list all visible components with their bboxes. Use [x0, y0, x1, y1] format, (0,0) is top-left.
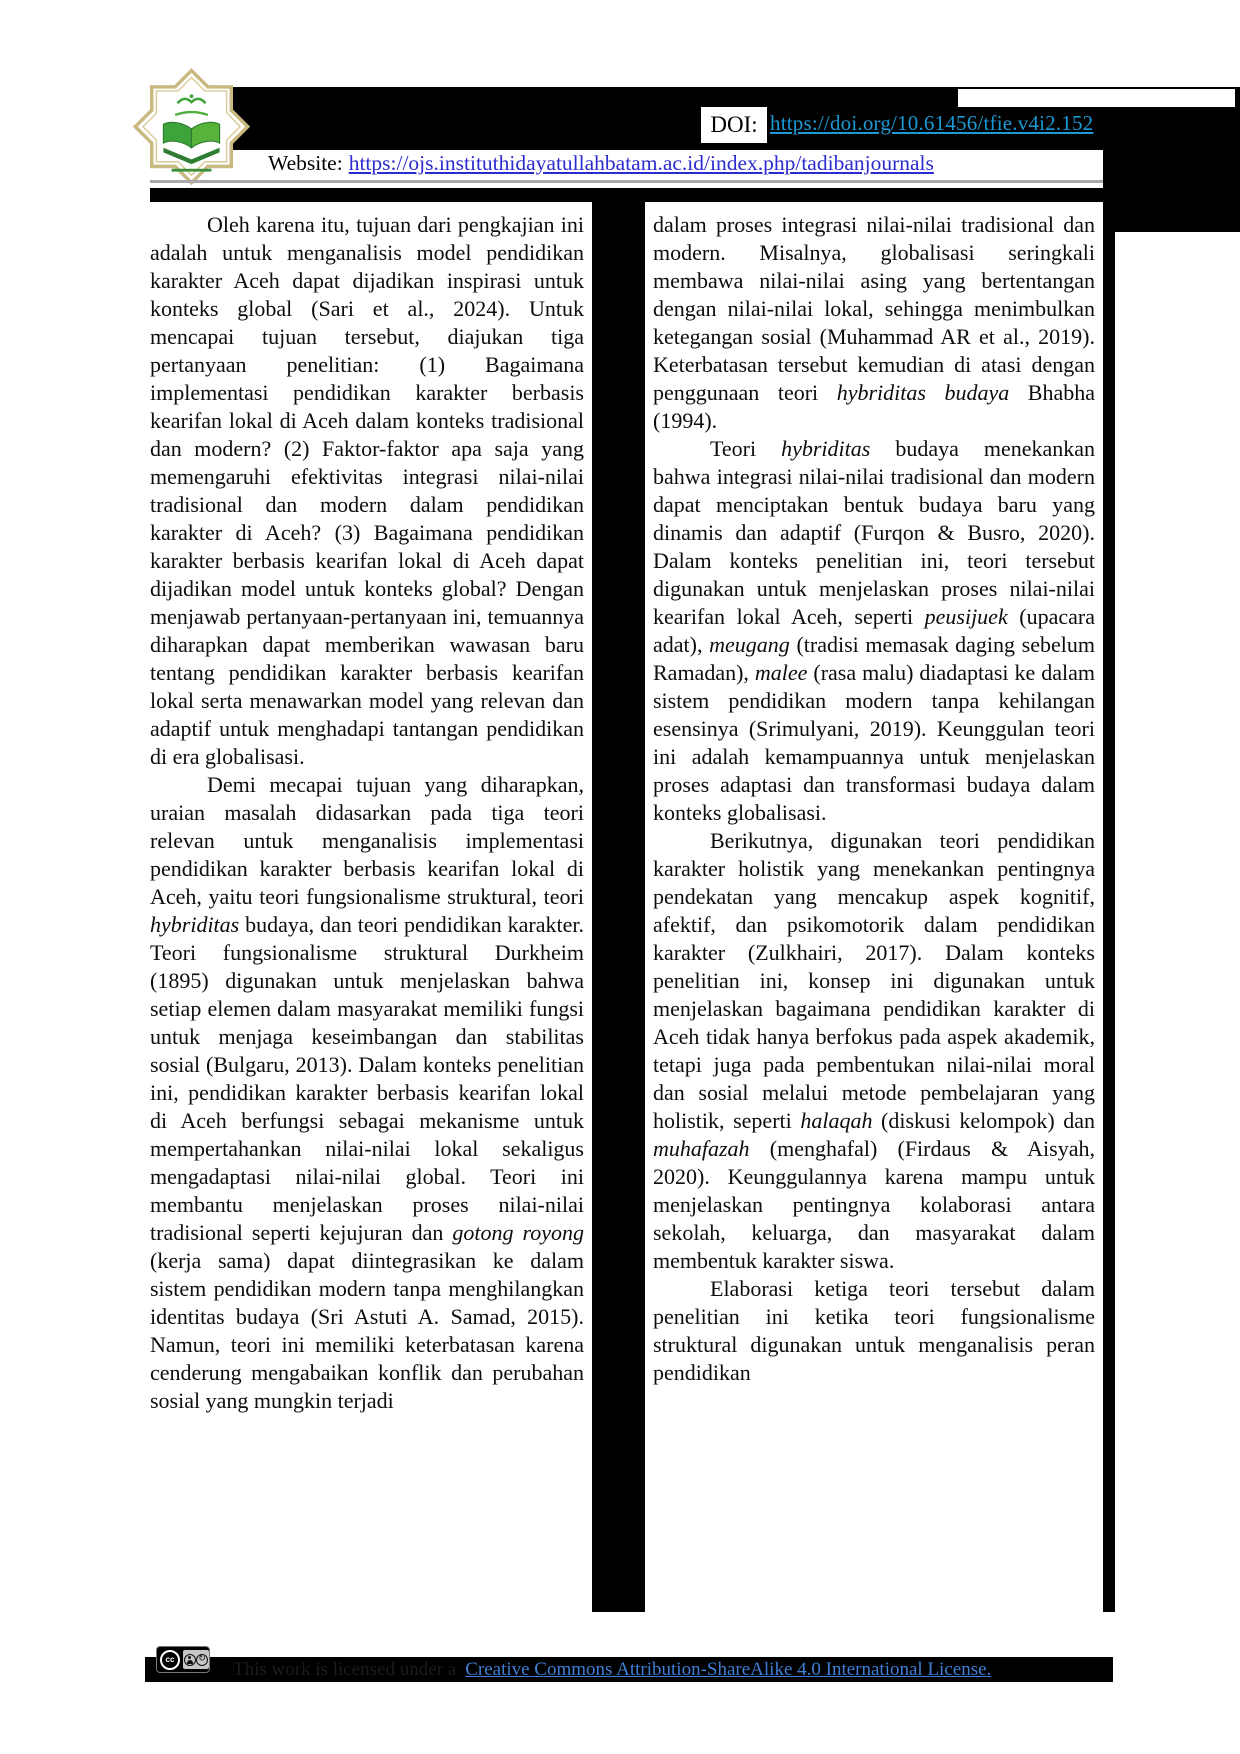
license-prefix: This work is licensed under a	[233, 1658, 457, 1680]
cc-icon: cc	[160, 1650, 180, 1670]
paragraph: Elaborasi ketiga teori tersebut dalam penelitian ini ketika teori fungsionalisme struktural digunakan untuk menganalisis peran pendidikan	[653, 1276, 1095, 1385]
license-link[interactable]: Creative Commons Attribution-ShareAlike 4.0 International License.	[465, 1658, 992, 1680]
header-white-notch	[958, 89, 1235, 107]
paragraph: Demi mecapai tujuan yang diharapkan, uraian masalah didasarkan pada tiga teori relevan untuk menganalisis implementasi pendidikan karakter berbasis kearifan lokal di Aceh, yaitu teori fungsionalisme struktural, teori hybriditas budaya, dan teori pendidikan karakter. Teori fungsionalisme struktural Durkheim (1895) digunakan untuk menjelaskan bahwa setiap elemen dalam masyarakat memiliki fungsi untuk menjaga keseimbangan dan stabilitas sosial (Bulgaru, 2013). Dalam konteks penelitian ini, pendidikan karakter berbasis kearifan lokal di Aceh berfungsi sebagai mekanisme untuk mempertahankan nilai-nilai lokal sekaligus mengadaptasi nilai-nilai global. Teori ini membantu menjelaskan proses nilai-nilai tradisional seperti kejujuran dan gotong royong (kerja sama) dapat diintegrasikan ke dalam sistem pendidikan modern tanpa menghilangkan identitas budaya (Sri Astuti A. Samad, 2015). Namun, teori ini memiliki keterbatasan karena cenderung mengabaikan konflik dan perubahan sosial yang mungkin terjadi	[150, 772, 585, 1413]
website-row	[268, 151, 934, 176]
doi-link[interactable]: https://doi.org/10.61456/tfie.v4i2.152	[770, 111, 1094, 135]
institute-logo-icon	[133, 68, 250, 190]
footer-bar	[145, 1657, 1113, 1682]
header-band-right-block	[1103, 107, 1240, 232]
column-right	[645, 202, 1103, 1614]
attribution-person-icon	[184, 1654, 196, 1666]
website-label: Website:	[268, 151, 343, 175]
paragraph: Teori hybriditas budaya menekankan bahwa integrasi nilai-nilai tradisional dan modern dapat menciptakan bentuk budaya baru yang dinamis dan adaptif (Furqon & Busro, 2020). Dalam konteks penelitian ini, teori tersebut digunakan untuk menjelaskan proses nilai-nilai kearifan lokal Aceh, seperti peusijuek (upacara adat), meugang (tradisi memasak daging sebelum Ramadan), malee (rasa malu) diadaptasi ke dalam sistem pendidikan modern tanpa kehilangan esensinya (Srimulyani, 2019). Keunggulan teori ini adalah kemampuannya untuk menjelaskan proses adaptasi dan transformasi budaya dalam konteks globalisasi.	[653, 436, 1095, 825]
paragraph: Oleh karena itu, tujuan dari pengkajian ini adalah untuk menganalisis model pendidikan karakter Aceh dapat dijadikan inspirasi untuk konteks global (Sari et al., 2024). Untuk mencapai tujuan tersebut, diajukan tiga pertanyaan penelitian: (1) Bagaimana implementasi pendidikan karakter berbasis kearifan lokal di Aceh dalam konteks tradisional dan modern? (2) Faktor-faktor apa saja yang memengaruhi efektivitas integrasi nilai-nilai tradisional dan modern dalam pendidikan karakter di Aceh? (3) Bagaimana pendidikan karakter berbasis kearifan lokal di Aceh dapat dijadikan model untuk konteks global? Dengan menjawab pertanyaan-pertanyaan ini, temuannya diharapkan dapat memberikan wawasan baru tentang pendidikan karakter berbasis kearifan lokal serta menawarkan model yang relevan dan adaptif untuk menghadapi tantangan pendidikan di era globalisasi.	[150, 212, 584, 769]
sharealike-icon: ↻	[196, 1654, 208, 1666]
cc-by-sa-icons	[183, 1650, 209, 1669]
paragraph: dalam proses integrasi nilai-nilai tradisional dan modern. Misalnya, globalisasi seringkali membawa nilai-nilai asing yang bertentangan dengan nilai-nilai lokal, sehingga menimbulkan ketegangan sosial (Muhammad AR et al., 2019). Keterbatasan tersebut kemudian di atasi dengan penggunaan teori hybriditas budaya Bhabha (1994).	[653, 212, 1095, 433]
paragraph: Berikutnya, digunakan teori pendidikan karakter holistik yang menekankan pentingnya pendekatan yang mencakup aspek kognitif, afektif, dan psikomotorik dalam pendidikan karakter (Zulkhairi, 2017). Dalam konteks penelitian ini, konsep ini digunakan untuk menjelaskan bagaimana pendidikan karakter di Aceh tidak hanya berfokus pada aspek akademik, tetapi juga pada pembentukan nilai-nilai moral dan sosial melalui metode pembelajaran yang holistik, seperti halaqah (diskusi kelompok) dan muhafazah (menghafal) (Firdaus & Aisyah, 2020). Keunggulannya karena mampu untuk menjelaskan pentingnya kolaborasi antara sekolah, keluarga, dan masyarakat dalam membentuk karakter siswa.	[653, 828, 1095, 1273]
doi-label: DOI:	[710, 112, 758, 137]
cc-by-sa-badge[interactable]	[156, 1646, 210, 1673]
doi-row	[701, 107, 767, 143]
website-link[interactable]: https://ojs.instituthidayatullahbatam.ac.id/index.php/tadibanjournals	[348, 151, 934, 175]
column-left	[143, 202, 592, 1614]
header-divider	[150, 180, 1103, 183]
